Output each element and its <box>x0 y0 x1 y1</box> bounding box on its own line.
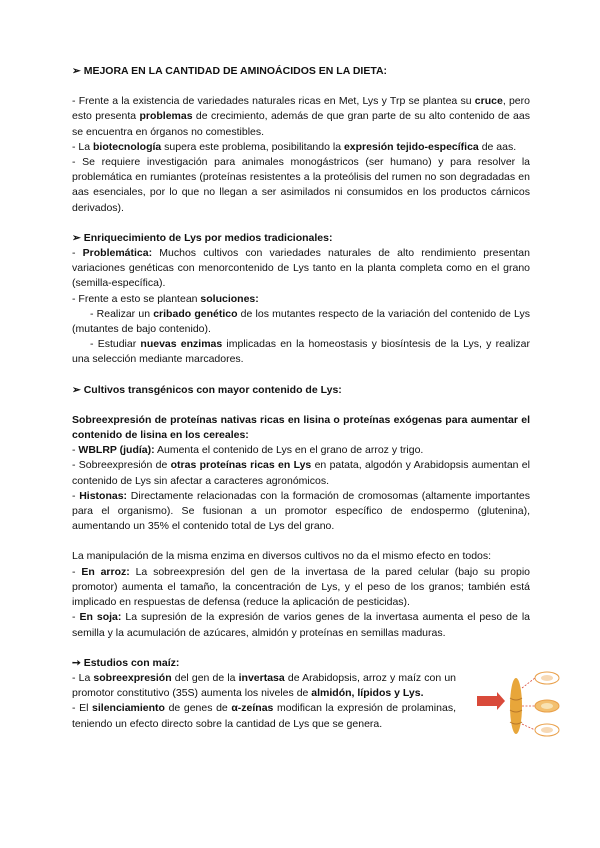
document-page <box>72 64 530 732</box>
intro-paragraph-3: - Se requiere investigación para animales monogástricos (ser humano) y para resolver la problemática en rumiantes (proteínas resistentes a la proteólisis del rumen no son degradadas en aas esenciales, por lo que no llegan a ser asimilados ni consumidos en los productos cárnicos derivados). <box>72 156 530 214</box>
intro-paragraph-2: - La biotecnología supera este problema, posibilitando la expresión tejido-específica de aas. <box>72 140 517 153</box>
protein-dish-icon <box>535 724 559 736</box>
section1-paragraph-4: - Estudiar nuevas enzimas implicadas en la homeostasis y biosíntesis de la Lys, y realizar una selección mediante marcadores. <box>72 338 530 366</box>
section2-paragraph-3: - Histonas: Directamente relacionadas con la formación de cromosomas (altamente importantes para el organismo). Se fusionan a un promotor específico de endospermo (glutenina), aumentando un 35% el contenido total de Lys del grano. <box>72 489 530 533</box>
page-title: ➢ MEJORA EN LA CANTIDAD DE AMINOÁCIDOS EN LA DIETA: <box>72 65 388 77</box>
section2-subheading: Sobreexpresión de proteínas nativas ricas en lisina o proteínas exógenas para aumentar el contenido de lisina en los cereales: <box>72 413 530 442</box>
section2-paragraph-4: La manipulación de la misma enzima en diversos cultivos no da el mismo efecto en todos: <box>72 550 492 563</box>
section3-paragraph-2: - El silenciamiento de genes de α-zeínas modifican la expresión de prolaminas, teniendo un efecto directo sobre la cantidad de Lys que se genera. <box>72 702 456 730</box>
arrow-icon <box>477 692 505 710</box>
maize-figure <box>475 668 567 740</box>
starch-dish-icon <box>535 672 559 684</box>
connector-lines-icon <box>522 678 535 730</box>
section3-paragraph-1: - La sobreexpresión del gen de la invertasa de Arabidopsis, arroz y maíz con un promotor constitutivo (35S) aumenta los niveles de almidón, lípidos y Lys. <box>72 671 456 700</box>
section-heading-traditional: ➢ Enriquecimiento de Lys por medios tradicionales: <box>72 231 333 244</box>
section-heading-maize: ➙ Estudios con maíz: <box>72 656 180 669</box>
section2-paragraph-2: - Sobreexpresión de otras proteínas ricas en Lys en patata, algodón y Arabidopsis aumentan el contenido de Lys sin afectar a caracteres agronómicos. <box>72 459 530 487</box>
section1-paragraph-1: - Problemática: Muchos cultivos con variedades naturales de alto rendimiento presentan variaciones genéticas con menorcontenido de Lys tanto en la planta completa como en el grano (semilla-específica). <box>72 247 530 290</box>
corn-cob-icon <box>510 678 522 734</box>
section2-paragraph-5: - En arroz: La sobreexpresión del gen de la invertasa de la pared celular (bajo su propio promotor) aumenta el tamaño, la concentración de Lys, y el peso de los granos; también está implicado en respuestas de defensa (reduce la aplicación de pesticidas). <box>72 565 530 609</box>
section-heading-transgenic: ➢ Cultivos transgénicos con mayor contenido de Lys: <box>72 383 342 396</box>
intro-paragraph-1: - Frente a la existencia de variedades naturales ricas en Met, Lys y Trp se plantea su cruce, pero esto presenta problemas de crecimiento, además de que gran parte de su alto contenido de aas se encuentra en órganos no comestibles. <box>72 95 530 138</box>
section1-paragraph-3: - Realizar un cribado genético de los mutantes respecto de la variación del contenido de Lys (mutantes de bajo contenido). <box>72 307 530 336</box>
section2-paragraph-1: - WBLRP (judía): Aumenta el contenido de Lys en el grano de arroz y trigo. <box>72 444 424 457</box>
section1-paragraph-2: - Frente a esto se plantean soluciones: <box>72 292 259 305</box>
lipid-dish-icon <box>535 700 559 712</box>
section2-paragraph-6: - En soja: La supresión de la expresión de varios genes de la invertasa aumenta el peso de la semilla y la acumulación de azúcares, almidón y proteínas en semillas maduras. <box>72 611 531 639</box>
